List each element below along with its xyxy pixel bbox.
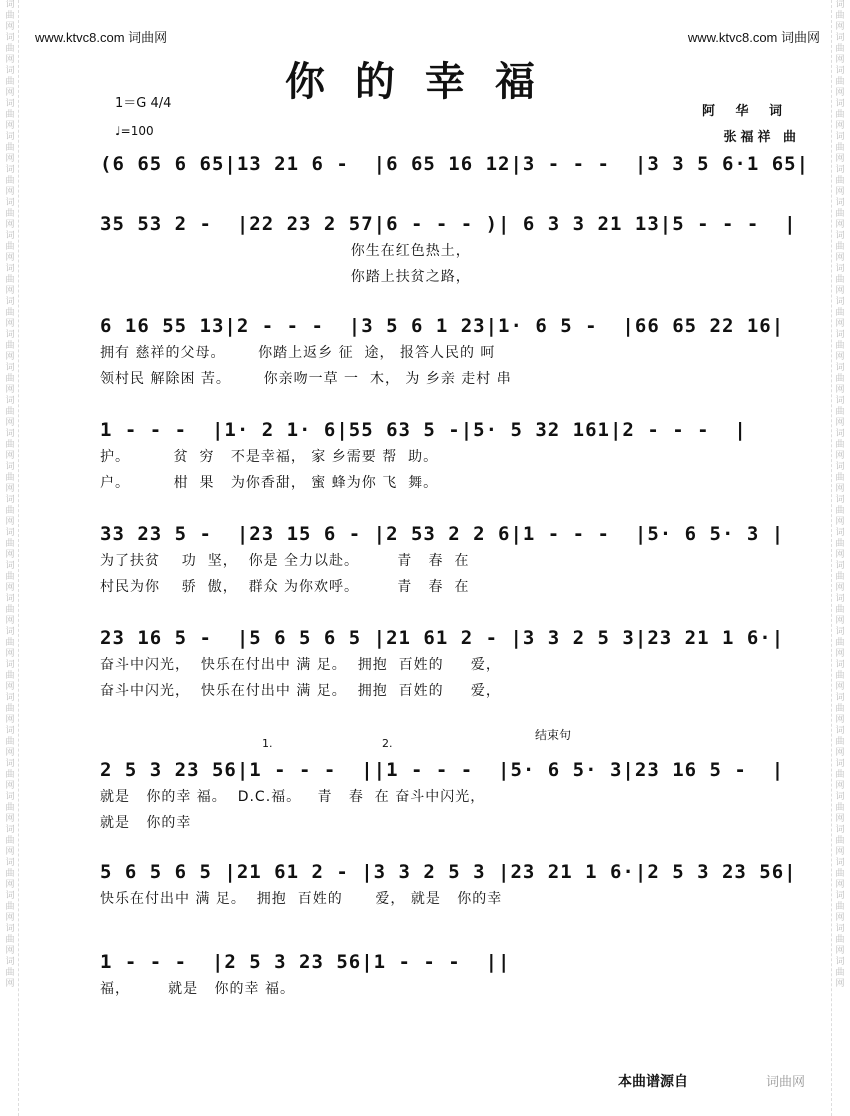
song-title: 你的幸福 bbox=[285, 58, 565, 105]
key-signature: 1＝G 4/4 bbox=[115, 96, 172, 111]
lyric-line-2: 你踏上扶贫之路， bbox=[100, 269, 471, 285]
lyric-line-1: 就是 你的幸 福。 D.C.福。 青 春 在 奋斗中闪光， bbox=[100, 789, 486, 805]
notation-line: 1 - - - |1· 2 1· 6|55 63 5 -|5· 5 32 161|2 - - - | bbox=[100, 419, 747, 441]
lyric-line-1: 为了扶贫 功 坚， 你是 全力以赴。 青 春 在 bbox=[100, 553, 470, 569]
score-system-5 bbox=[100, 520, 810, 600]
notation-line: 1 - - - |2 5 3 23 56|1 - - - || bbox=[100, 951, 511, 973]
lyric-line-1: 快乐在付出中 满 足。 拥抱 百姓的 爱， 就是 你的幸 bbox=[100, 891, 503, 907]
lyric-line-1: 你生在红色热土， bbox=[100, 243, 471, 259]
lyric-line-1: 福， 就是 你的幸 福。 bbox=[100, 981, 295, 997]
ending-phrase-mark: 结束句 bbox=[535, 728, 572, 742]
source-label: 本曲谱源自 bbox=[618, 1074, 688, 1090]
lyric-line-2: 就是 你的幸 bbox=[100, 815, 192, 831]
lyric-line-2: 领村民 解除困 苦。 你亲吻一草 一 木， 为 乡亲 走村 串 bbox=[100, 371, 512, 387]
notation-line: 23 16 5 - |5 6 5 6 5 |21 61 2 - |3 3 2 5 3|23 21 1 6·| bbox=[100, 627, 785, 649]
volta-2-mark: 2. bbox=[382, 737, 393, 750]
lyricist-credit: 阿 华 词 bbox=[701, 104, 790, 119]
volta-1-mark: 1. bbox=[262, 737, 273, 750]
notation-line: 35 53 2 - |22 23 2 57|6 - - - )| 6 3 3 21 13|5 - - - | bbox=[100, 213, 797, 235]
notation-line: 33 23 5 - |23 15 6 - |2 53 2 2 6|1 - - - |5· 6 5· 3 | bbox=[100, 523, 785, 545]
score-system-6 bbox=[100, 624, 810, 704]
score-system-2 bbox=[100, 210, 810, 290]
site-url-left[interactable]: www.ktvc8.com 词曲网 bbox=[35, 30, 168, 45]
score-system-1 bbox=[100, 150, 810, 178]
right-watermark-strip: 词曲网词曲网词曲网词曲网词曲网词曲网词曲网词曲网词曲网词曲网词曲网词曲网词曲网词曲网词曲网词曲网词曲网词曲网词曲网词曲网词曲网词曲网词曲网词曲网词曲网词曲网词曲网词曲网词曲网词曲网 bbox=[831, 0, 848, 1116]
lyric-line-1: 奋斗中闪光， 快乐在付出中 满 足。 拥抱 百姓的 爱， bbox=[100, 657, 501, 673]
score-system-9 bbox=[100, 948, 810, 1002]
notation-line: 5 6 5 6 5 |21 61 2 - |3 3 2 5 3 |23 21 1 6·|2 5 3 23 56| bbox=[100, 861, 797, 883]
lyric-line-1: 拥有 慈祥的父母。 你踏上返乡 征 途， 报答人民的 呵 bbox=[100, 345, 496, 361]
site-url-right[interactable]: www.ktvc8.com 词曲网 bbox=[687, 30, 820, 45]
lyric-line-2: 户。 柑 果 为你香甜， 蜜 蜂为你 飞 舞。 bbox=[100, 475, 439, 491]
score-system-7 bbox=[100, 756, 810, 836]
composer-credit: 张福祥 曲 bbox=[723, 130, 800, 145]
brand-logo-text[interactable]: 词曲网 bbox=[766, 1075, 806, 1090]
score-system-4 bbox=[100, 416, 810, 496]
score-system-8 bbox=[100, 858, 810, 912]
notation-line: (6 65 6 65|13 21 6 - |6 65 16 12|3 - - - |3 3 5 6·1 65| bbox=[100, 153, 810, 175]
lyric-line-2: 村民为你 骄 傲， 群众 为你欢呼。 青 春 在 bbox=[100, 579, 470, 595]
notation-line: 2 5 3 23 56|1 - - - ||1 - - - |5· 6 5· 3|23 16 5 - | bbox=[100, 759, 785, 781]
tempo-marking: ♩=100 bbox=[115, 124, 154, 138]
score-system-3 bbox=[100, 312, 810, 392]
left-watermark-strip: 词曲网词曲网词曲网词曲网词曲网词曲网词曲网词曲网词曲网词曲网词曲网词曲网词曲网词曲网词曲网词曲网词曲网词曲网词曲网词曲网词曲网词曲网词曲网词曲网词曲网词曲网词曲网词曲网词曲网词曲网 bbox=[2, 0, 19, 1116]
lyric-line-2: 奋斗中闪光， 快乐在付出中 满 足。 拥抱 百姓的 爱， bbox=[100, 683, 501, 699]
notation-line: 6 16 55 13|2 - - - |3 5 6 1 23|1· 6 5 - |66 65 22 16| bbox=[100, 315, 785, 337]
lyric-line-1: 护。 贫 穷 不是幸福， 家 乡需要 帮 助。 bbox=[100, 449, 439, 465]
